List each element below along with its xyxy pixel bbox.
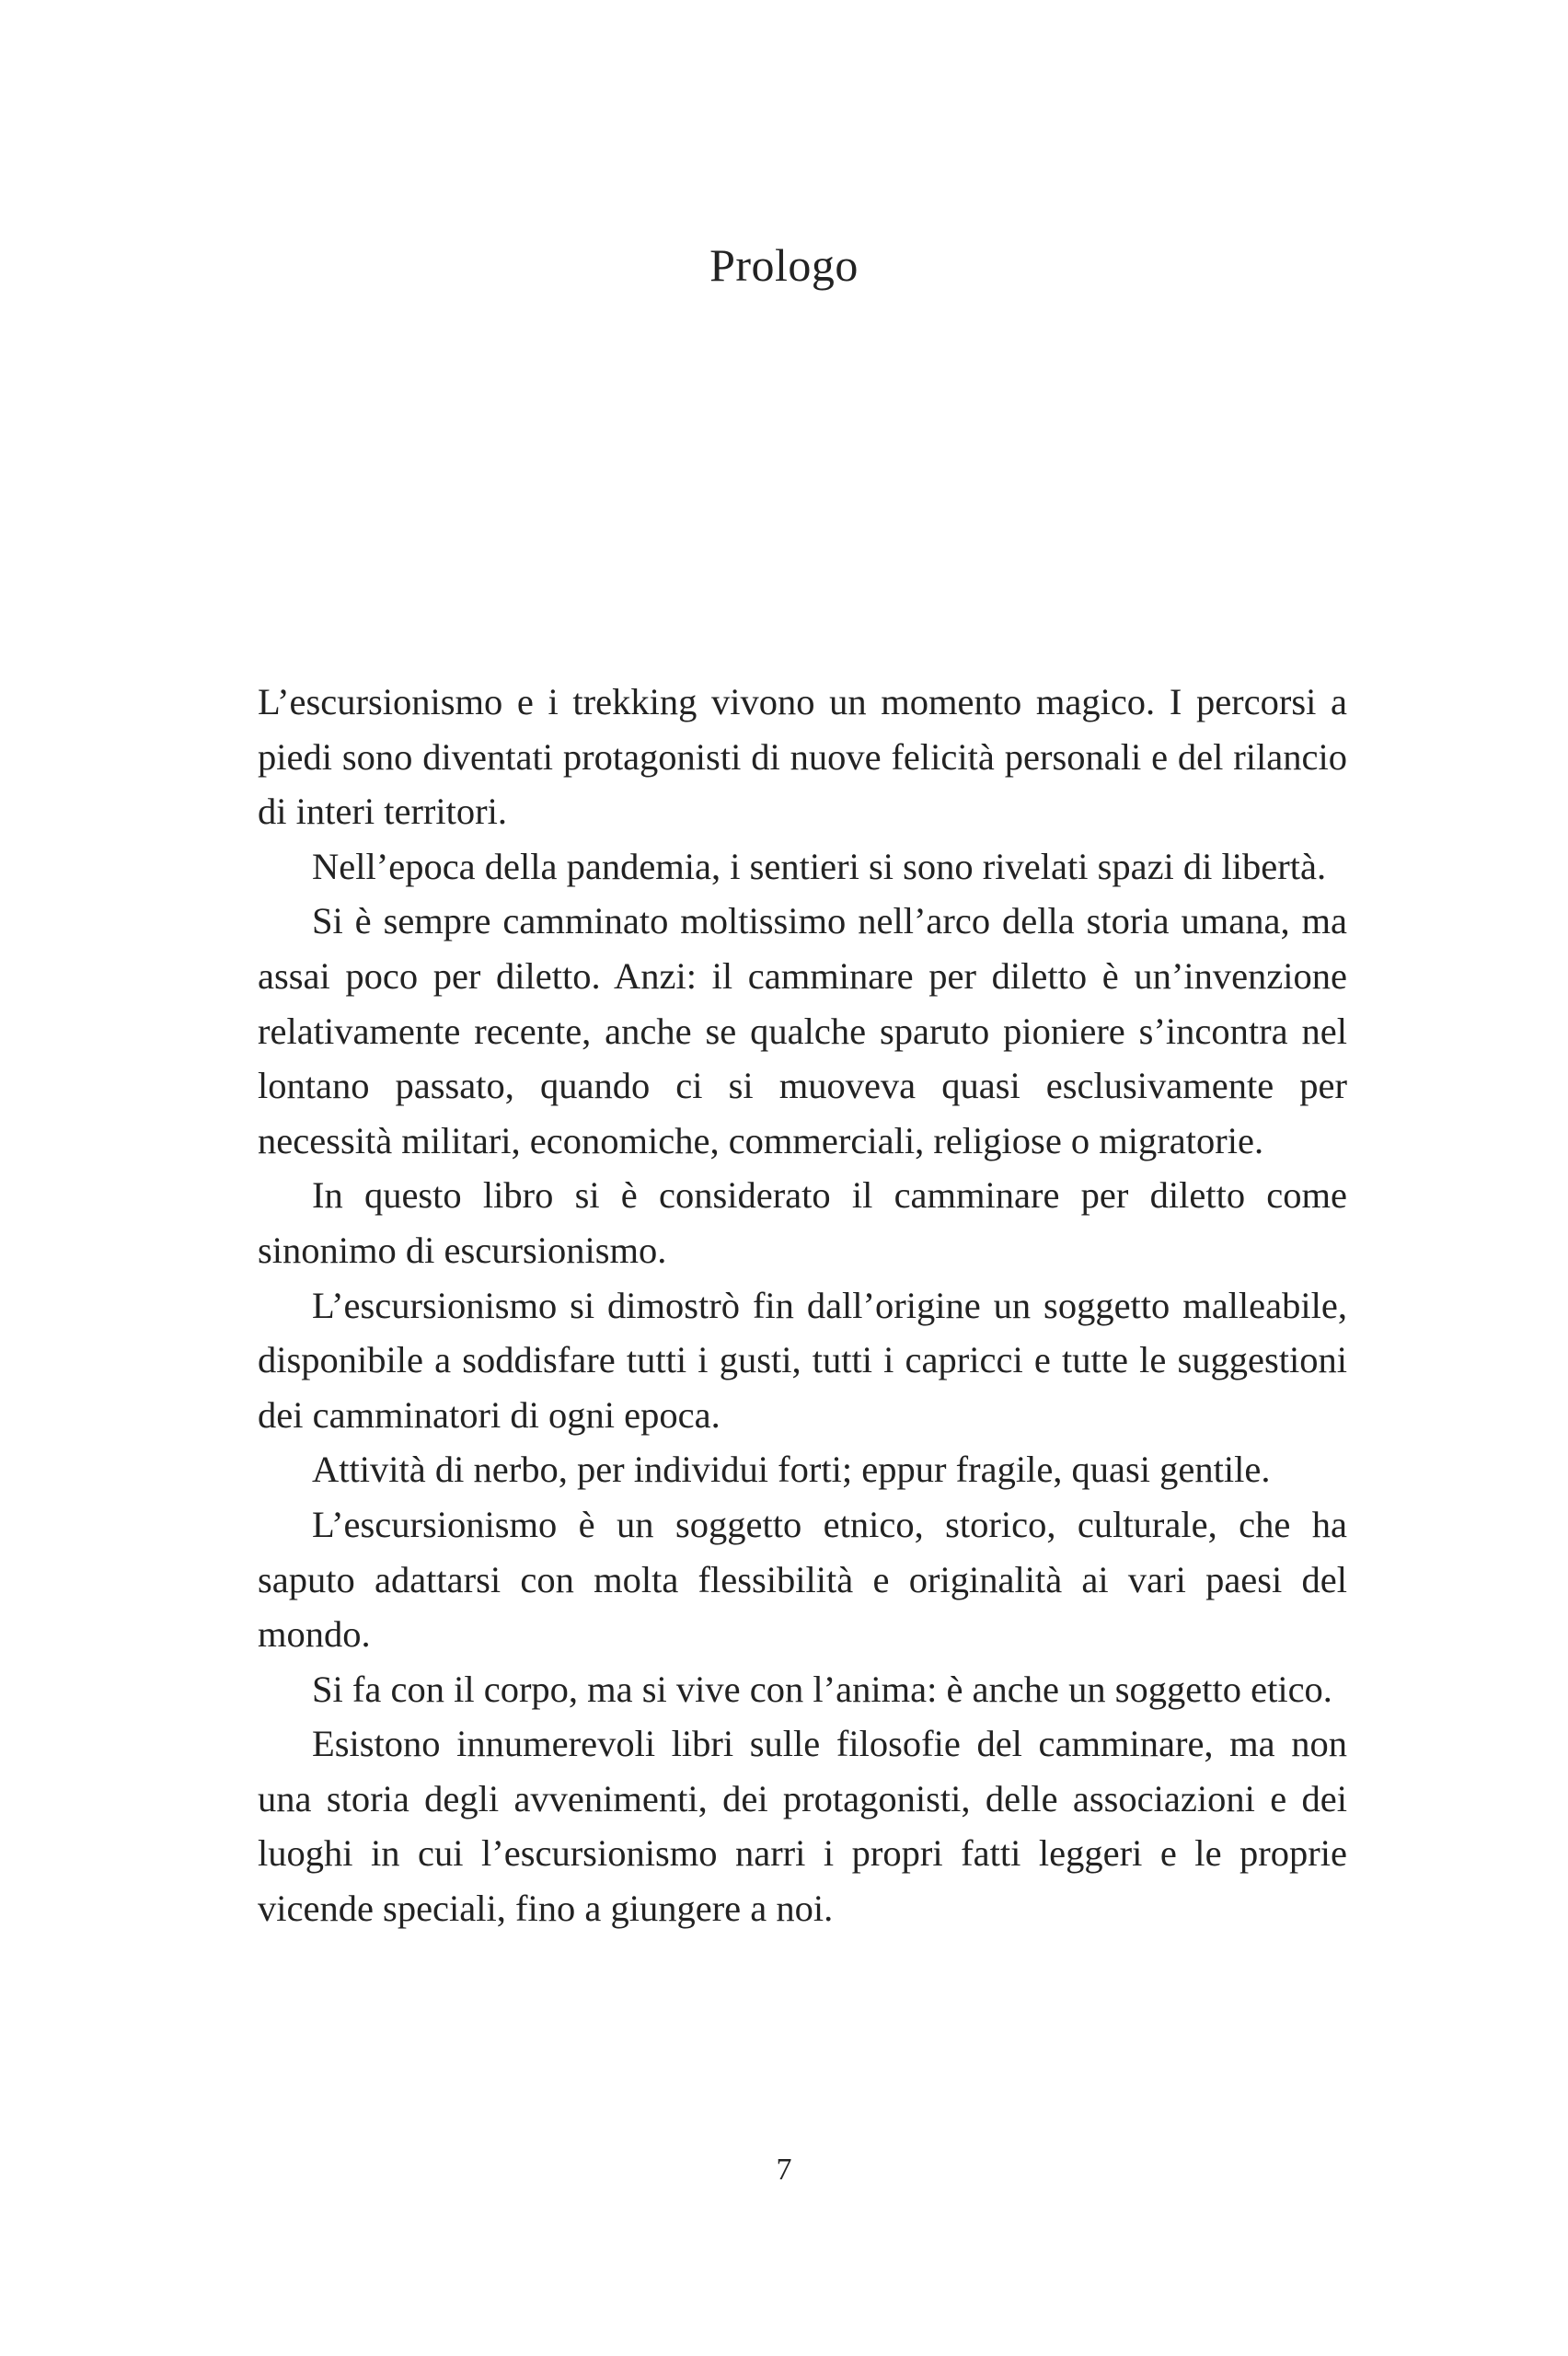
paragraph: Esistono innumerevoli libri sulle filosofie del camminare, ma non una storia degli avvenimenti, dei protagonisti, delle associazioni e dei luoghi in cui l’escursionismo narri i propri fatti leggeri e le proprie vicende speciali, fino a giungere a noi. — [258, 1723, 1347, 1930]
paragraph: Si è sempre camminato moltissimo nell’arco della storia umana, ma assai poco per diletto. Anzi: il camminare per diletto è un’invenzione relativamente recente, anche se qualche sparuto pioniere s’incontra nel lontano passato, quando ci si muoveva quasi esclusivamente per necessità militari, economiche, commerciali, religiose o migratorie. — [258, 900, 1347, 1161]
paragraph: L’escursionismo e i trekking vivono un momento magico. I percorsi a piedi sono diventati protagonisti di nuove felicità personali e del rilancio di interi territori. — [258, 681, 1347, 833]
paragraph: L’escursionismo è un soggetto etnico, storico, culturale, che ha saputo adattarsi con molta flessibilità e originalità ai vari paesi del mondo. — [258, 1503, 1347, 1656]
paragraph: In questo libro si è considerato il camminare per diletto come sinonimo di escursionismo. — [258, 1174, 1347, 1271]
page-number: 7 — [776, 2153, 792, 2187]
paragraph: Attività di nerbo, per individui forti; eppur fragile, quasi gentile. — [312, 1449, 1271, 1491]
chapter-title: Prologo — [709, 239, 859, 291]
paragraph: Nell’epoca della pandemia, i sentieri si sono rivelati spazi di libertà. — [312, 845, 1327, 887]
paragraph: L’escursionismo si dimostrò fin dall’origine un soggetto malleabile, disponibile a soddisfare tutti i gusti, tutti i capricci e tutte le suggestioni dei camminatori di ogni epoca. — [258, 1284, 1347, 1436]
paragraph: Si fa con il corpo, ma si vive con l’anima: è anche un soggetto etico. — [312, 1668, 1332, 1710]
body-text — [258, 675, 1347, 1936]
